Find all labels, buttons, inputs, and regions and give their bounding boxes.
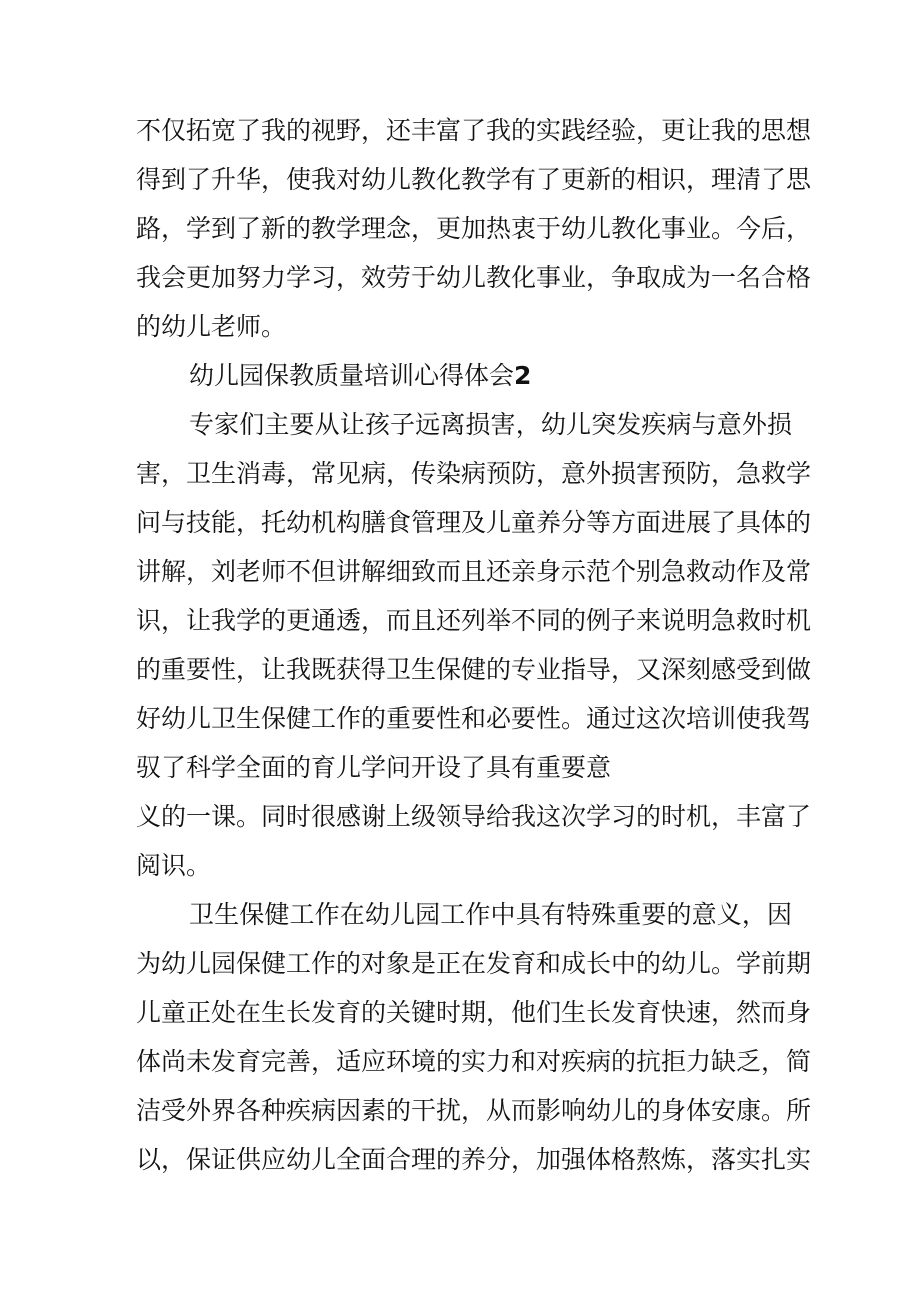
paragraph-line: 阅识。 <box>136 851 212 880</box>
paragraph-line: 的幼儿老师。 <box>136 312 287 341</box>
paragraph-line: 体尚未发育完善，适应环境的实力和对疾病的抗拒力缺乏，简 <box>136 1047 812 1076</box>
paragraph-line: 不仅拓宽了我的视野，还丰富了我的实践经验，更让我的思想 <box>136 116 812 145</box>
paragraph-line: 为幼儿园保健工作的对象是正在发育和成长中的幼儿。学前期 <box>136 949 812 978</box>
paragraph-line: 儿童正处在生长发育的关键时期，他们生长发育快速，然而身 <box>136 998 812 1027</box>
paragraph-line: 问与技能，托幼机构膳食管理及儿童养分等方面进展了具体的 <box>136 508 812 537</box>
paragraph-line: 好幼儿卫生保健工作的重要性和必要性。通过这次培训使我驾 <box>136 704 812 733</box>
paragraph-line: 识，让我学的更通透，而且还列举不同的例子来说明急救时机 <box>136 606 812 635</box>
paragraph-line: 的重要性，让我既获得卫生保健的专业指导，又深刻感受到做 <box>136 655 812 684</box>
paragraph-line: 洁受外界各种疾病因素的干扰，从而影响幼儿的身体安康。所 <box>136 1096 812 1125</box>
paragraph-line: 以，保证供应幼儿全面合理的养分，加强体格熬炼，落实扎实 <box>136 1145 812 1174</box>
paragraph-line: 义的一课。同时很感谢上级领导给我这次学习的时机，丰富了 <box>136 802 812 831</box>
paragraph-line: 驭了科学全面的育儿学问开设了具有重要意 <box>136 753 612 782</box>
paragraph-line: 害，卫生消毒，常见病，传染病预防，意外损害预防，急救学 <box>136 459 812 488</box>
paragraph-line: 讲解，刘老师不但讲解细致而且还亲身示范个别急救动作及常 <box>136 557 812 586</box>
paragraph-line: 路，学到了新的教学理念，更加热衷于幼儿教化事业。今后， <box>136 214 812 243</box>
paragraph-line: 专家们主要从让孩子远离损害，幼儿突发疾病与意外损 <box>189 410 792 439</box>
section-heading-number: 2 <box>514 361 532 390</box>
paragraph-line: 我会更加努力学习，效劳于幼儿教化事业，争取成为一名合格 <box>136 263 812 292</box>
paragraph-line: 卫生保健工作在幼儿园工作中具有特殊重要的意义，因 <box>189 900 792 929</box>
section-heading <box>189 359 531 393</box>
section-heading-text: 幼儿园保教质量培训心得体会 <box>189 361 515 390</box>
paragraph-line: 得到了升华，使我对幼儿教化教学有了更新的相识，理清了思 <box>136 165 812 194</box>
